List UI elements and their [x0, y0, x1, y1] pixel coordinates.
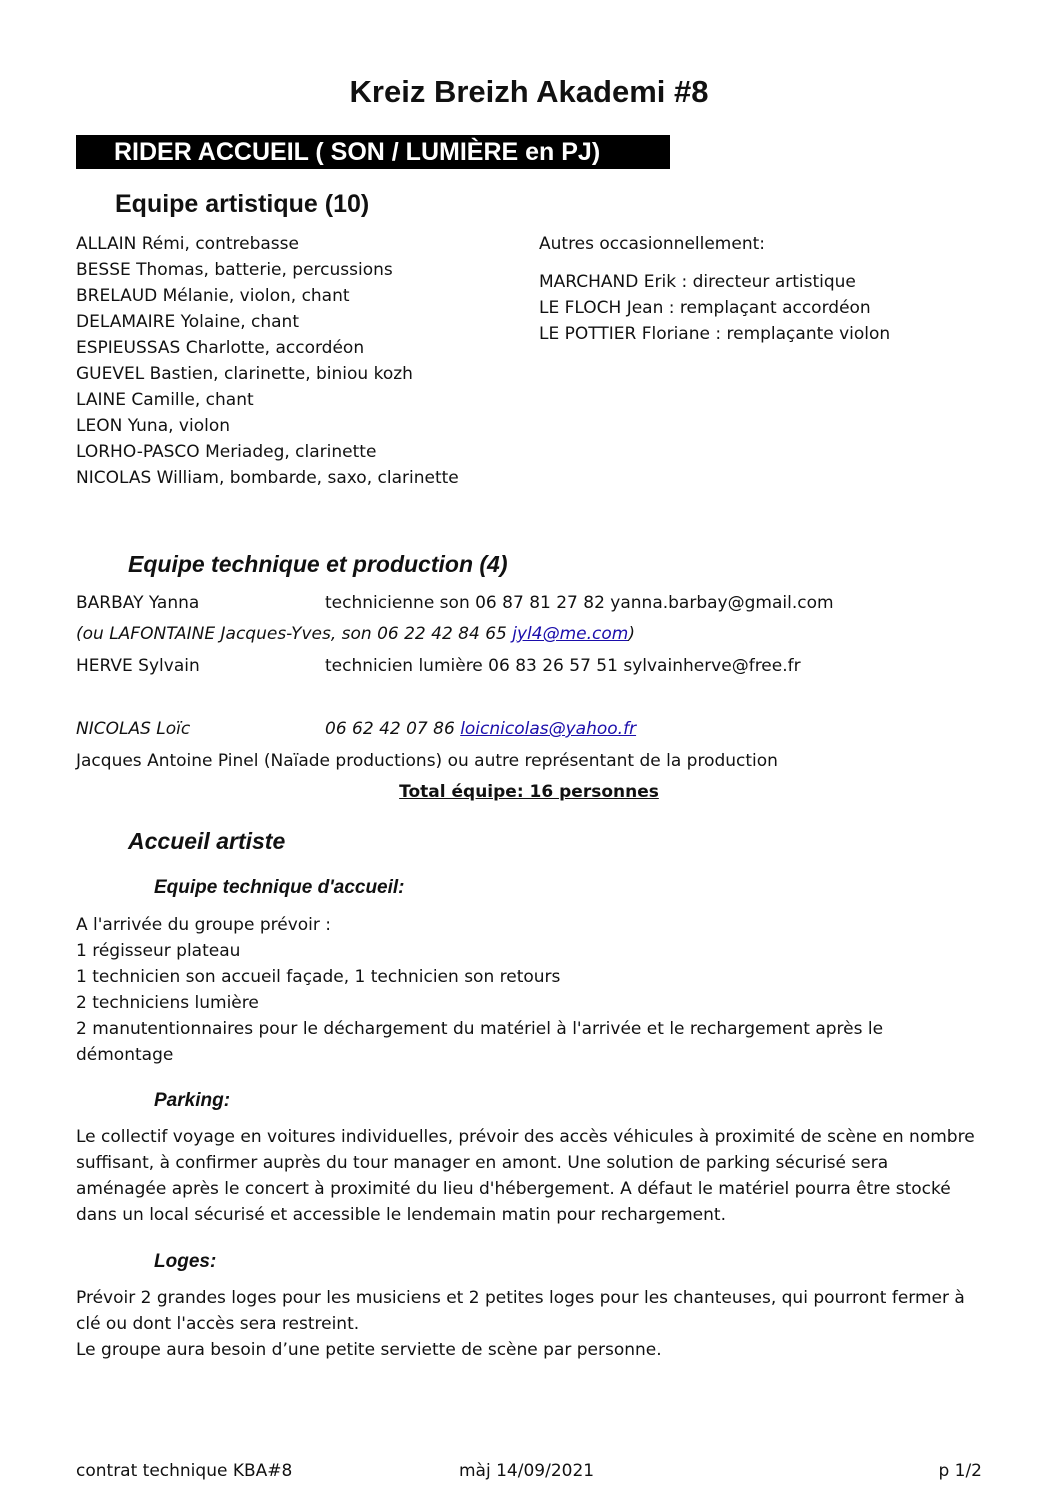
barbay-info: technicienne son 06 87 81 27 82 yanna.barbay@gmail.com: [325, 593, 834, 613]
list-item: ALLAIN Rémi, contrebasse: [76, 234, 299, 254]
list-item: 1 régisseur plateau: [76, 941, 241, 961]
paragraph-line: clé ou dont l'accès sera restreint.: [76, 1314, 360, 1334]
artistic-members-list: [76, 231, 459, 491]
list-item: 1 technicien son accueil façade, 1 technicien son retours: [76, 967, 561, 987]
lafontaine-line: [76, 621, 635, 647]
rider-banner: RIDER ACCUEIL ( SON / LUMIÈRE en PJ): [76, 135, 670, 169]
list-item: ESPIEUSSAS Charlotte, accordéon: [76, 338, 365, 358]
nicolas-name: NICOLAS Loïc: [76, 719, 191, 739]
footer-left: contrat technique KBA#8: [76, 1461, 293, 1481]
equipe-accueil-list: [76, 912, 883, 1068]
list-item: 2 techniciens lumière: [76, 993, 259, 1013]
loges-paragraph: [76, 1285, 965, 1363]
paragraph-line: suffisant, à confirmer auprès du tour manager en amont. Une solution de parking sécurisé sera: [76, 1153, 889, 1173]
technical-heading: Equipe technique et production (4): [128, 551, 508, 577]
list-item: NICOLAS William, bombarde, saxo, clarinette: [76, 468, 459, 488]
artistic-heading: Equipe artistique (10): [115, 190, 370, 218]
total-team: [0, 779, 1058, 805]
list-item: BESSE Thomas, batterie, percussions: [76, 260, 393, 280]
list-item: LORHO-PASCO Meriadeg, clarinette: [76, 442, 377, 462]
list-item: MARCHAND Erik : directeur artistique: [539, 272, 856, 292]
lafontaine-email-link[interactable]: jyl4@me.com: [512, 624, 629, 644]
paragraph-line: Prévoir 2 grandes loges pour les musiciens et 2 petites loges pour les chanteuses, qui pourront fermer à: [76, 1288, 965, 1308]
total-team-text: Total équipe: 16 personnes: [399, 782, 659, 802]
herve-name: HERVE Sylvain: [76, 656, 200, 676]
equipe-accueil-heading: Equipe technique d'accueil:: [154, 877, 405, 898]
list-item: GUEVEL Bastien, clarinette, biniou kozh: [76, 364, 413, 384]
list-item: LE FLOCH Jean : remplaçant accordéon: [539, 298, 871, 318]
footer-page-number: p 1/2: [938, 1461, 982, 1481]
list-item: BRELAUD Mélanie, violon, chant: [76, 286, 350, 306]
loges-heading: Loges:: [154, 1251, 217, 1272]
paragraph-line: Le collectif voyage en voitures individuelles, prévoir des accès véhicules à proximité de scène en nombre: [76, 1127, 975, 1147]
footer-date: màj 14/09/2021: [459, 1461, 595, 1481]
nicolas-email-link[interactable]: loicnicolas@yahoo.fr: [460, 719, 637, 739]
accueil-heading: Accueil artiste: [128, 828, 286, 854]
paragraph-line: dans un local sécurisé et accessible le lendemain matin pour rechargement.: [76, 1205, 726, 1225]
list-item: A l'arrivée du groupe prévoir :: [76, 915, 332, 935]
paragraph-line: Le groupe aura besoin d’une petite serviette de scène par personne.: [76, 1340, 662, 1360]
lafontaine-text: (ou LAFONTAINE Jacques-Yves, son 06 22 42 84 65: [76, 624, 513, 644]
paragraph-line: aménagée après le concert à proximité du lieu d'hébergement. A défaut le matériel pourra être stocké: [76, 1179, 951, 1199]
page-title: Kreiz Breizh Akademi #8: [349, 74, 709, 109]
parking-heading: Parking:: [154, 1090, 231, 1111]
others-label: Autres occasionnellement:: [539, 234, 765, 254]
others-list: [539, 269, 890, 347]
parking-paragraph: [76, 1124, 975, 1228]
nicolas-contact: [325, 716, 636, 742]
nicolas-phone: 06 62 42 07 86: [325, 719, 461, 739]
production-line: Jacques Antoine Pinel (Naïade productions) ou autre représentant de la production: [76, 751, 778, 771]
list-item: LAINE Camille, chant: [76, 390, 254, 410]
herve-info: technicien lumière 06 83 26 57 51 sylvainherve@free.fr: [325, 656, 801, 676]
barbay-name: BARBAY Yanna: [76, 593, 200, 613]
list-item: 2 manutentionnaires pour le déchargement du matériel à l'arrivée et le rechargement après le: [76, 1019, 884, 1039]
lafontaine-close: ): [628, 624, 635, 644]
list-item: LE POTTIER Floriane : remplaçante violon: [539, 324, 891, 344]
list-item: LEON Yuna, violon: [76, 416, 231, 436]
list-item: démontage: [76, 1045, 174, 1065]
list-item: DELAMAIRE Yolaine, chant: [76, 312, 300, 332]
